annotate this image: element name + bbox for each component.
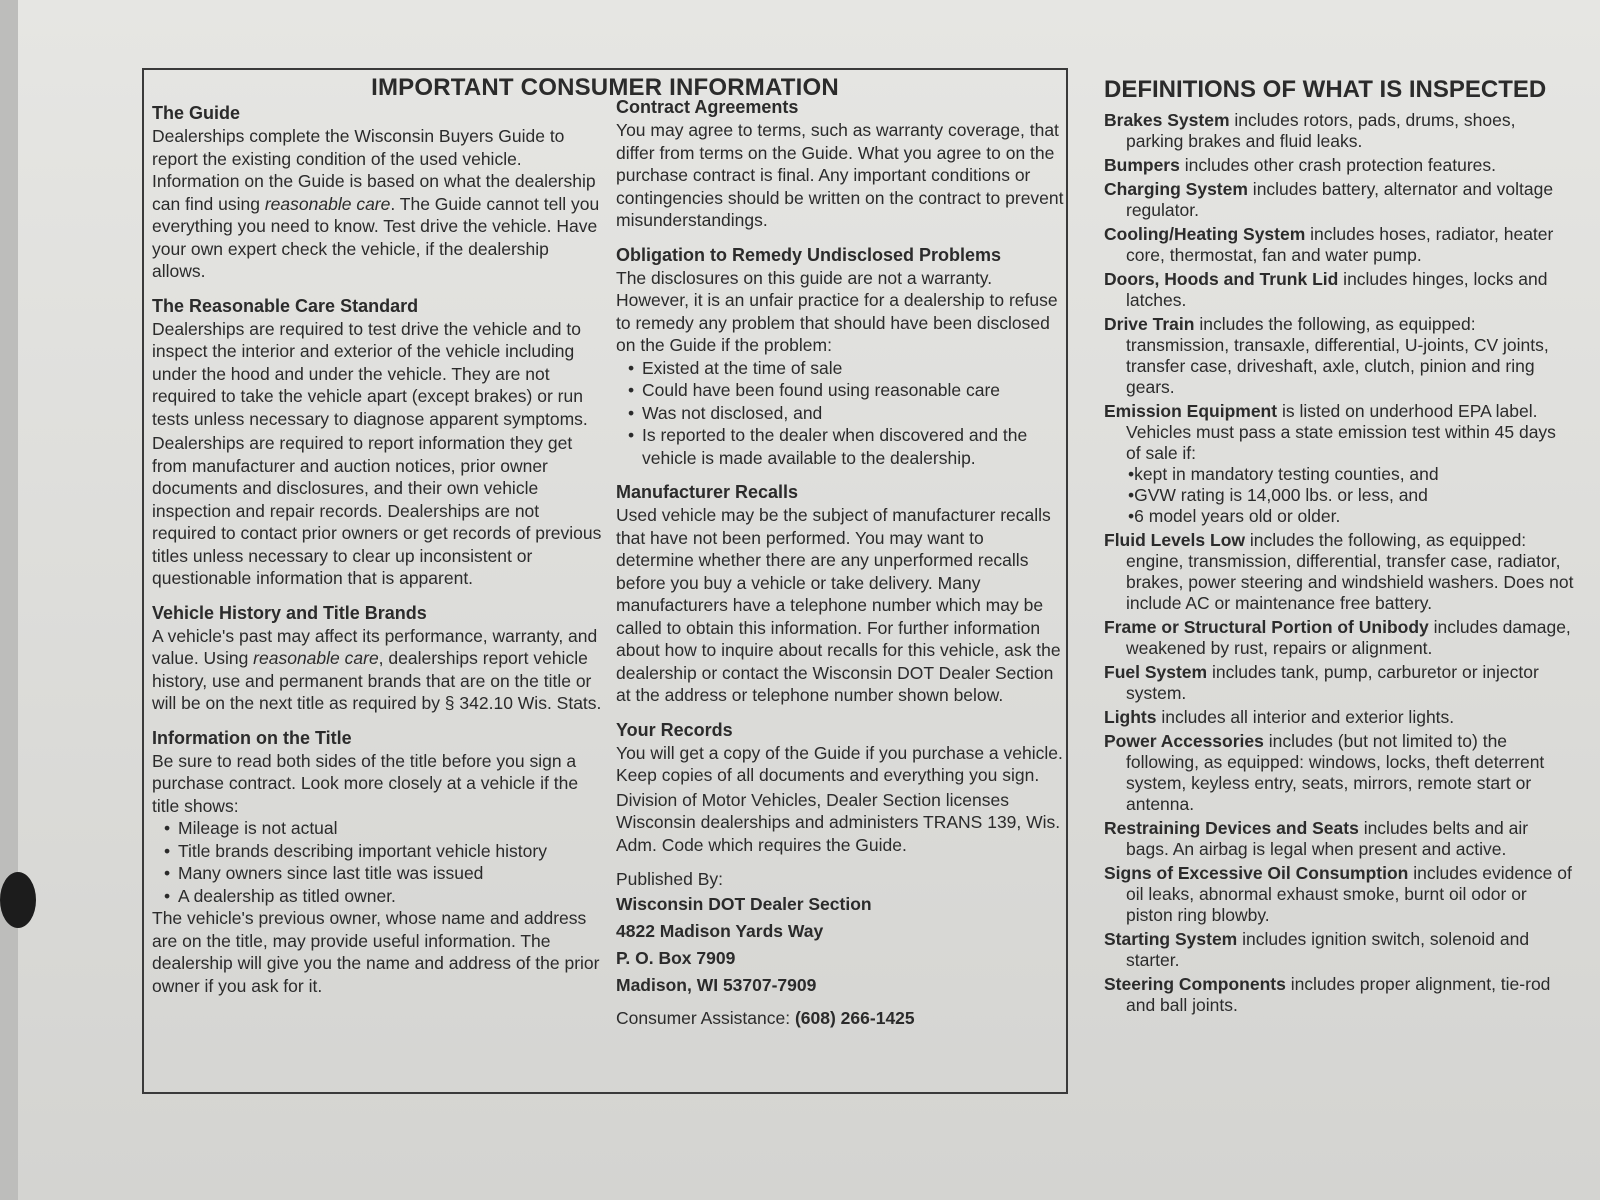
left-column [152, 102, 602, 1009]
consumer-information-box [142, 68, 1068, 1094]
definition-item-emission: Emission Equipment is listed on underhood EPA label. Vehicles must pass a state emission test within 45 days of sale if: • kept in mandatory testing counties, and • GVW rating is 14,000 lbs. or less, and • 6 model years old or older. [1104, 401, 1574, 527]
section-text: Dealerships complete the Wisconsin Buyers Guide to report the existing condition of the used vehicle. Information on the Guide is based on what the dealership can find using reasonable care. The Guide cannot tell you everything you need to know. Test drive the vehicle. Have your own expert check the vehicle, if the dealership allows. [152, 126, 600, 281]
section-heading: Manufacturer Recalls [616, 482, 799, 502]
list-item: • Was not disclosed, and [628, 402, 1064, 425]
section-obligation [616, 244, 1064, 470]
section-text: You may agree to terms, such as warranty coverage, that differ from terms on the Guide. What you agree to on the purchase contract is final. Any important conditions or contingencies should be written on the contract to prevent misunderstandings. [616, 120, 1064, 230]
list-item: • 6 model years old or older. [1128, 506, 1574, 527]
section-recalls [616, 481, 1064, 707]
assistance-label: Consumer Assistance: [616, 1007, 795, 1028]
definition-item: Power Accessories includes (but not limited to) the following, as equipped: windows, locks, theft deterrent system, keyless entry, seats, mirrors, remote start or antenna. [1104, 731, 1545, 814]
section-title-info [152, 727, 602, 998]
definition-item: Lights includes all interior and exterior lights. [1104, 707, 1455, 727]
section-text: Division of Motor Vehicles, Dealer Section licenses Wisconsin dealerships and administers TRANS 139, Wis. Adm. Code which requires the Guide. [616, 789, 1061, 855]
definition-item: Fuel System includes tank, pump, carburetor or injector system. [1104, 662, 1539, 703]
section-vehicle-history [152, 602, 602, 715]
published-by-block [616, 868, 1064, 1029]
list-item: • A dealership as titled owner. [164, 885, 602, 908]
box-title: IMPORTANT CONSUMER INFORMATION [371, 74, 839, 101]
definition-item: Fluid Levels Low includes the following, as equipped: engine, transmission, differential, transfer case, radiator, brakes, power steering and windshield washers. Does not include AC or maintenance free battery. [1104, 530, 1574, 613]
buyers-guide-page [18, 0, 1600, 1200]
definitions-column [1104, 76, 1574, 1019]
definition-item: Brakes System includes rotors, pads, drums, shoes, parking brakes and fluid leaks. [1104, 110, 1516, 151]
assistance-phone: (608) 266-1425 [794, 1007, 915, 1028]
section-text: The vehicle's previous owner, whose name and address are on the title, may provide useful information. The dealership will give you the name and address of the prior owner if you ask for it. [152, 908, 600, 996]
publisher-pobox: P. O. Box 7909 [616, 947, 736, 968]
section-contract [616, 96, 1064, 232]
section-heading: Your Records [616, 719, 733, 740]
list-item: • Is reported to the dealer when discovered and the vehicle is made available to the dealership. [628, 424, 1064, 469]
section-heading: The Reasonable Care Standard [152, 295, 419, 316]
section-text: The disclosures on this guide are not a warranty. However, it is an unfair practice for a dealership to refuse to remedy any problem that should have been disclosed on the Guide if the problem: [616, 267, 1058, 355]
obligation-bullet-list [616, 357, 1064, 470]
list-item: • Mileage is not actual [164, 817, 602, 840]
section-text: You will get a copy of the Guide if you purchase a vehicle. Keep copies of all documents and everything you sign. [616, 742, 1063, 785]
section-heading: Information on the Title [152, 727, 352, 748]
section-text: A vehicle's past may affect its performance, warranty, and value. Using reasonable care, dealerships report vehicle history, use and permanent brands that are on the title or will be on the next title as required by § 342.10 Wis. Stats. [152, 625, 602, 713]
list-item: • Could have been found using reasonable care [628, 379, 1064, 402]
definition-item: Signs of Excessive Oil Consumption includes evidence of oil leaks, abnormal exhaust smoke, burnt oil odor or piston ring blowby. [1104, 863, 1572, 925]
section-heading: The Guide [152, 103, 241, 123]
section-heading: Obligation to Remedy Undisclosed Problems [616, 244, 1002, 265]
definition-item: Drive Train includes the following, as equipped: transmission, transaxle, differential, U-joints, CV joints, transfer case, driveshaft, axle, clutch, pinion and ring gears. [1104, 314, 1549, 397]
section-text: Dealerships are required to report information they get from manufacturer and auction notices, prior owner documents and disclosures, and their own vehicle inspection and repair records. Dealerships are not required to contact prior owners or get records of previous titles unless necessary to clear up inconsistent or questionable information that is apparent. [152, 433, 602, 588]
title-bullet-list [152, 817, 602, 907]
publisher-city: Madison, WI 53707-7909 [616, 974, 817, 995]
list-item: • Many owners since last title was issued [164, 862, 602, 885]
consumer-assistance [616, 1007, 1064, 1030]
definition-item: Charging System includes battery, alternator and voltage regulator. [1104, 179, 1554, 220]
section-records [616, 719, 1064, 857]
page-edge [0, 0, 18, 1200]
publisher-name: Wisconsin DOT Dealer Section [616, 893, 872, 914]
section-heading: Contract Agreements [616, 97, 799, 117]
section-text: Dealerships are required to test drive the vehicle and to inspect the interior and exterior of the vehicle including under the hood and under the vehicle. They are not required to take the vehicle apart (except brakes) or run tests unless necessary to diagnose apparent symptoms. [152, 318, 588, 429]
publisher-street: 4822 Madison Yards Way [616, 920, 824, 941]
section-text: Used vehicle may be the subject of manufacturer recalls that have not been performed. You may want to determine whether there are any unperformed recalls before you buy a vehicle or take delivery. Many manufacturers have a telephone number which may be called to obtain this information. For further information about how to inquire about recalls for this vehicle, ask the dealership or contact the Wisconsin DOT Dealer Section at the address or telephone number shown below. [616, 505, 1061, 705]
section-reasonable-care [152, 295, 602, 590]
section-text: Be sure to read both sides of the title before you sign a purchase contract. Look more closely at a vehicle if the title shows: [152, 750, 579, 816]
emission-bullet-list [1126, 464, 1574, 527]
section-the-guide [152, 102, 602, 283]
middle-column [616, 96, 1064, 1029]
list-item: • kept in mandatory testing counties, and [1128, 464, 1574, 485]
definition-item: Restraining Devices and Seats includes belts and air bags. An airbag is legal when present and active. [1104, 818, 1529, 859]
published-label: Published By: [616, 869, 724, 889]
binder-hole [0, 872, 36, 928]
section-heading: Vehicle History and Title Brands [152, 602, 427, 623]
definitions-title: DEFINITIONS OF WHAT IS INSPECTED [1104, 76, 1547, 103]
definition-item: Bumpers includes other crash protection features. [1104, 155, 1497, 175]
definition-item: Starting System includes ignition switch, solenoid and starter. [1104, 929, 1530, 970]
definition-item: Cooling/Heating System includes hoses, radiator, heater core, thermostat, fan and water pump. [1104, 224, 1554, 265]
definition-item: Steering Components includes proper alignment, tie-rod and ball joints. [1104, 974, 1551, 1015]
list-item: • Existed at the time of sale [628, 357, 1064, 380]
definition-item: Doors, Hoods and Trunk Lid includes hinges, locks and latches. [1104, 269, 1548, 310]
definition-item: Frame or Structural Portion of Unibody includes damage, weakened by rust, repairs or alignment. [1104, 617, 1571, 658]
list-item: • Title brands describing important vehicle history [164, 840, 602, 863]
list-item: • GVW rating is 14,000 lbs. or less, and [1128, 485, 1574, 506]
